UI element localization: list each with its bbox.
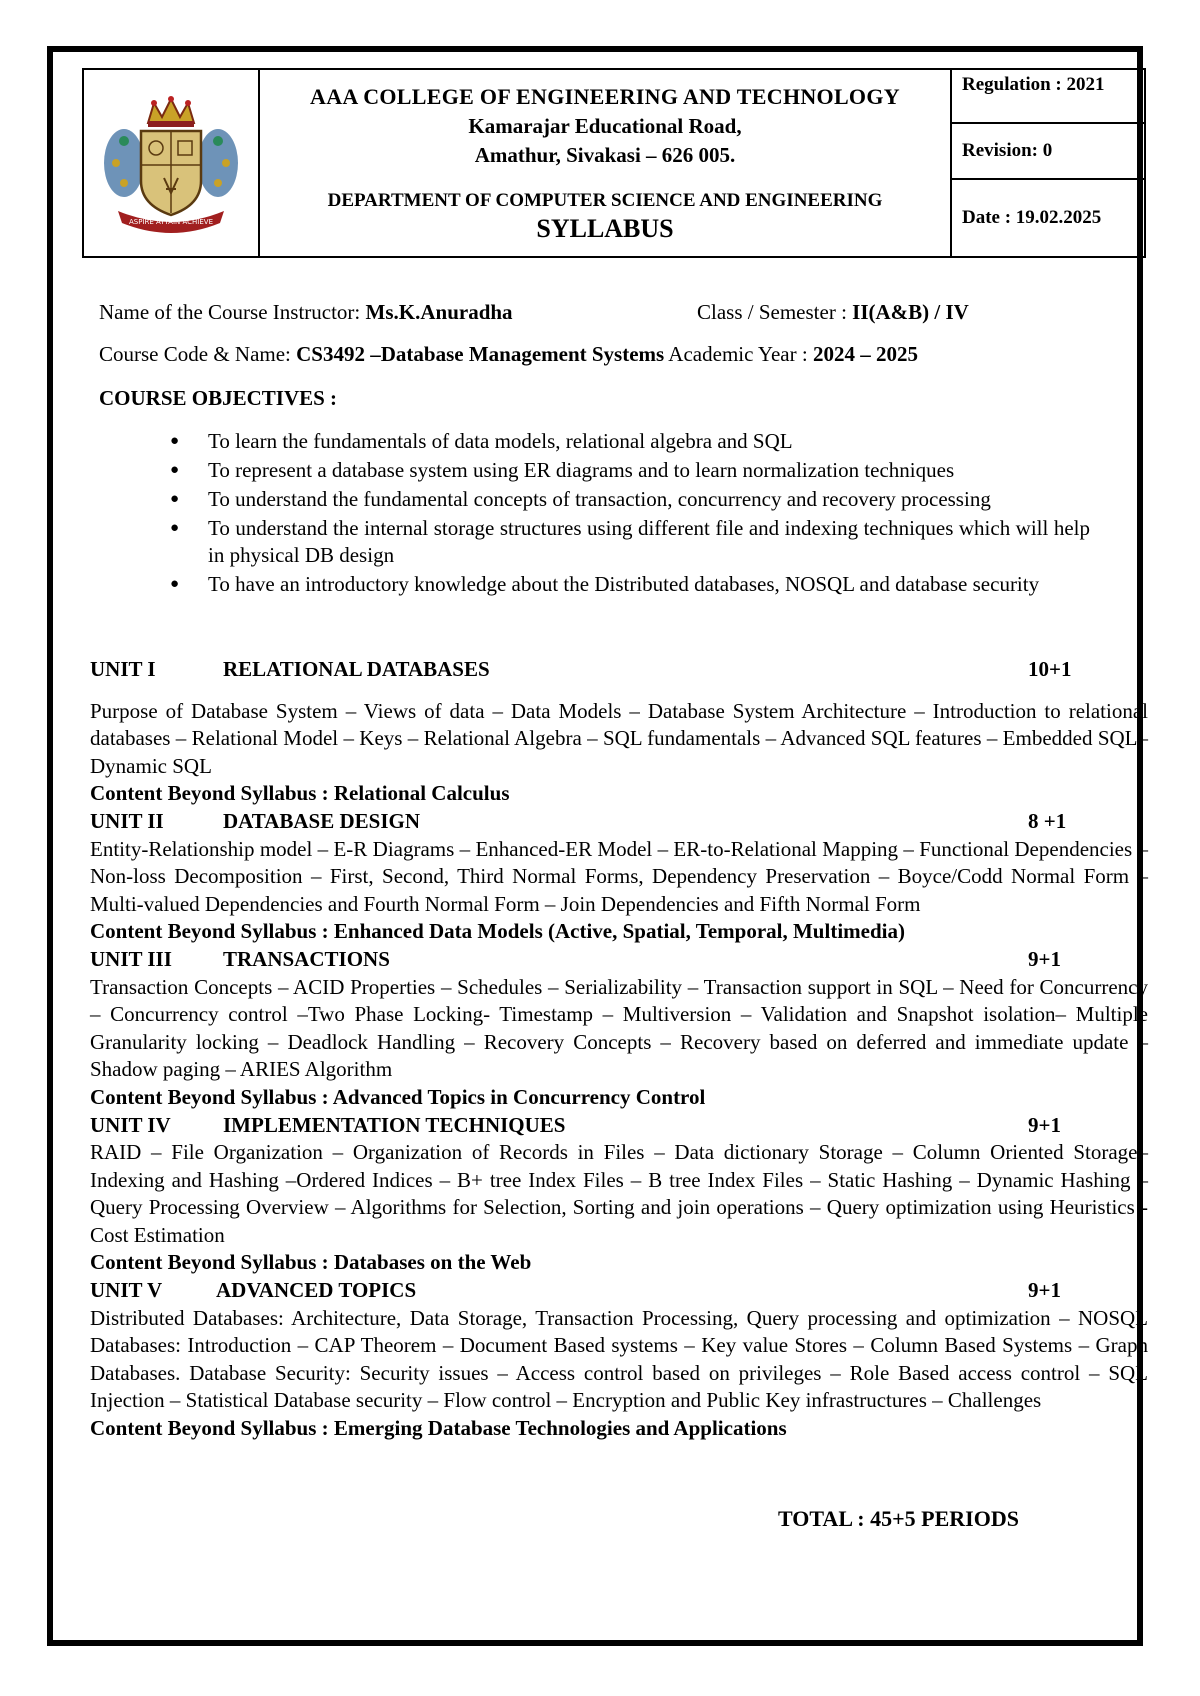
content-beyond-syllabus: Content Beyond Syllabus : Enhanced Data Models (Active, Spatial, Temporal, Multimedia): [90, 919, 905, 944]
course-code-label: Course Code & Name:: [99, 342, 297, 366]
instructor-name: Ms.K.Anuradha: [365, 300, 513, 324]
objective-item: ● To understand the internal storage structures using different file and indexing techniques which will help in physical DB design: [170, 515, 1090, 569]
unit-content: Entity-Relationship model – E-R Diagrams – Enhanced-ER Model – ER-to-Relational Mapping – Functional Dependencies – Non-loss Decomposition – First, Second, Third Normal Forms, Dependency Preservation – Boyce/Codd Normal Form – Multi-valued Dependencies and Fourth Normal Form – Join Dependencies and Fifth Normal Form: [90, 836, 1148, 916]
address-line-2: Amathur, Sivakasi – 626 005.: [474, 143, 736, 167]
unit-3: [90, 946, 1148, 1112]
course-code-value: CS3492 –Database Management Systems: [296, 342, 665, 366]
revision: Revision: 0: [952, 124, 1144, 180]
unit-number: UNIT V: [90, 1278, 163, 1303]
department-name: DEPARTMENT OF COMPUTER SCIENCE AND ENGINEERING: [327, 190, 883, 211]
unit-heading: [90, 1277, 1148, 1305]
unit-hours: 10+1: [1028, 657, 1072, 681]
class-value: II(A&B) / IV: [852, 300, 969, 324]
academic-year-label: Academic Year :: [664, 342, 813, 366]
document-title: SYLLABUS: [536, 214, 674, 243]
unit-1: [90, 656, 1148, 808]
header-title-block: [260, 70, 952, 256]
unit-hours: 9+1: [1028, 946, 1061, 971]
content-beyond-syllabus: Content Beyond Syllabus : Relational Calculus: [90, 781, 510, 806]
content-beyond-syllabus: Content Beyond Syllabus : Emerging Database Technologies and Applications: [90, 1416, 787, 1441]
document-header: [82, 68, 1146, 258]
regulation: Regulation : 2021: [952, 70, 1144, 124]
unit-heading: [90, 656, 1148, 684]
college-name: AAA COLLEGE OF ENGINEERING AND TECHNOLOGY: [310, 84, 900, 109]
units-section: [90, 656, 1148, 1443]
unit-content: Transaction Concepts – ACID Properties – Schedules – Serializability – Transaction support in SQL – Need for Concurrency – Concurrency control –Two Phase Locking- Timestamp – Multiversion – Validation and Snapshot isolation– Multiple Granularity locking – Deadlock Handling – Recovery Concepts – Recovery based on deferred and immediate update – Shadow paging – ARIES Algorithm: [90, 974, 1148, 1082]
unit-title: ADVANCED TOPICS: [216, 1278, 417, 1303]
address-line-1: Kamarajar Educational Road,: [468, 114, 742, 138]
course-code-line: [99, 342, 918, 367]
objective-item: ● To learn the fundamentals of data models, relational algebra and SQL: [170, 428, 1090, 455]
unit-hours: 8 +1: [1028, 808, 1067, 833]
unit-title: DATABASE DESIGN: [223, 808, 421, 833]
objective-item: ● To understand the fundamental concepts of transaction, concurrency and recovery processing: [170, 486, 1090, 513]
instructor-line: [99, 300, 513, 325]
objectives-list: [170, 428, 1090, 600]
unit-heading: [90, 946, 1148, 974]
class-line: [697, 300, 969, 325]
unit-content: RAID – File Organization – Organization of Records in Files – Data dictionary Storage – Column Oriented Storage– Indexing and Hashing –Ordered Indices – B+ tree Index Files – B tree Index Files – Static Hashing – Dynamic Hashing – Query Processing Overview – Algorithms for Selection, Sorting and join operations – Query optimization using Heuristics - Cost Estimation: [90, 1140, 1148, 1247]
unit-content: Purpose of Database System – Views of data – Data Models – Database System Architecture – Introduction to relational databases – Relational Model – Keys – Relational Algebra – SQL fundamentals – Advanced SQL features – Embedded SQL– Dynamic SQL: [90, 698, 1148, 778]
content-beyond-syllabus: Content Beyond Syllabus : Databases on the Web: [90, 1250, 532, 1275]
document-date: Date : 19.02.2025: [962, 207, 1102, 228]
academic-year-value: 2024 – 2025: [812, 342, 918, 366]
unit-5: [90, 1277, 1148, 1443]
unit-4: [90, 1112, 1148, 1278]
unit-hours: 9+1: [1028, 1112, 1061, 1137]
unit-content: Distributed Databases: Architecture, Data Storage, Transaction Processing, Query processing and optimization – NOSQL Databases: Introduction – CAP Theorem – Document Based systems – Key value Stores – Column Based Systems – Graph Databases. Database Security: Security issues – Access control based on privileges – Role Based access control – SQL Injection – Statistical Database security – Flow control – Encryption and Public Key infrastructures – Challenges: [90, 1305, 1148, 1413]
unit-number: UNIT IV: [90, 1112, 171, 1137]
unit-number: UNIT II: [90, 808, 164, 833]
header-meta: [952, 70, 1144, 256]
unit-title: TRANSACTIONS: [223, 946, 390, 971]
unit-heading: [90, 1112, 1148, 1140]
instructor-label: Name of the Course Instructor:: [99, 300, 366, 324]
unit-heading: [90, 808, 1148, 836]
unit-hours: 9+1: [1028, 1278, 1061, 1303]
class-label: Class / Semester :: [697, 300, 853, 324]
objective-item: ● To represent a database system using ER diagrams and to learn normalization techniques: [170, 457, 1090, 484]
unit-title: RELATIONAL DATABASES: [223, 657, 490, 681]
unit-number: UNIT III: [90, 946, 172, 971]
objectives-title: COURSE OBJECTIVES :: [99, 386, 338, 410]
unit-title: IMPLEMENTATION TECHNIQUES: [223, 1112, 566, 1137]
unit-2: [90, 808, 1148, 946]
objective-item: ● To have an introductory knowledge about the Distributed databases, NOSQL and database security: [170, 571, 1090, 598]
total-periods: TOTAL : 45+5 PERIODS: [778, 1506, 1019, 1531]
unit-number: UNIT I: [90, 657, 156, 681]
content-beyond-syllabus: Content Beyond Syllabus : Advanced Topics in Concurrency Control: [90, 1084, 706, 1109]
college-logo: [84, 70, 260, 256]
logo-motto: ASPIRE ATTAIN ACHIEVE: [129, 218, 213, 226]
